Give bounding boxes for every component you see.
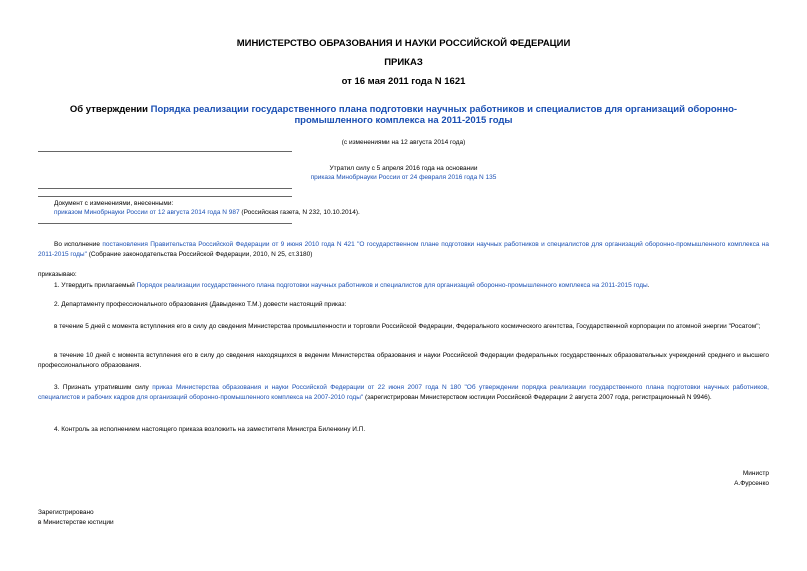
registration-block: [38, 508, 338, 527]
preamble-link[interactable]: постановления Правительства Российской Федерации от 9 июня 2010 года N 421 "О государственном плане подготовки научных работников и специалистов для организаций оборонно-промышленного комплекса на 2011-2015 годы": [38, 241, 769, 258]
ministry-heading: МИНИСТЕРСТВО ОБРАЗОВАНИЯ И НАУКИ РОССИЙСКОЙ ФЕДЕРАЦИИ: [236, 38, 571, 49]
registration-line-1: Зарегистрировано: [38, 509, 94, 516]
date-number: от 16 мая 2011 года N 1621: [341, 76, 466, 87]
signature-position: Министр: [742, 470, 769, 477]
item-2a: в течение 5 дней с момента вступления его в силу до сведения Министерства промышленности и торговли Российской Федерации, Федерального космического агентства, Государственной корпорации по атомной энергии "Росатом";: [54, 323, 761, 330]
item-3: [38, 383, 769, 403]
title-link[interactable]: Порядка реализации государственного плана подготовки научных работников и специалистов для организаций оборонно-промышленного комплекса на 2011-2015 годы: [150, 104, 738, 126]
item-1-prefix: 1. Утвердить прилагаемый: [54, 282, 137, 289]
title-prefix: Об утверждении: [69, 104, 151, 115]
divider: [38, 223, 292, 224]
order-word: приказываю:: [38, 271, 77, 278]
item-3-tail: (зарегистрирован Министерством юстиции Российской Федерации 2 августа 2007 года, регистрационный N 9946).: [363, 394, 712, 401]
changes-text: Документ с изменениями, внесенными:: [54, 200, 174, 207]
divider: [38, 196, 292, 197]
changes-tail: (Российская газета, N 232, 10.10.2014).: [239, 209, 360, 216]
signature-name: А.Фурсенко: [734, 480, 769, 487]
changes-note: [54, 199, 774, 217]
divider: [38, 151, 292, 152]
preamble-prefix: Во исполнение: [54, 241, 103, 248]
item-2b: в течение 10 дней с момента вступления его в силу до сведения находящихся в ведении Министерства образования и науки Российской Федерации федеральных государственных образовательных учреждений среднего и высшего профессионального образования.: [38, 352, 769, 369]
preamble-tail: (Собрание законодательства Российской Федерации, 2010, N 25, ст.3180): [86, 251, 313, 258]
item-1: [38, 281, 769, 291]
item-1-tail: .: [647, 282, 650, 289]
item-3-prefix: 3. Признать утратившим силу: [54, 384, 153, 391]
item-2: 2. Департаменту профессионального образования (Давыденко Т.М.) довести настоящий приказ:: [54, 301, 347, 308]
amend-note: (с изменениями на 12 августа 2014 года): [341, 139, 466, 146]
preamble: [38, 240, 769, 260]
item-1-link[interactable]: Порядок реализации государственного плана подготовки научных работников и специалистов для организаций оборонно-промышленного комплекса на 2011-2015 годы: [136, 282, 648, 289]
changes-link[interactable]: приказом Минобрнауки России от 12 августа 2014 года N 987: [54, 209, 240, 216]
document-title: [40, 104, 767, 126]
expiry-text: Утратил силу с 5 апреля 2016 года на основании: [329, 165, 478, 172]
registration-line-2: в Министерстве юстиции: [38, 519, 114, 526]
signature-block: [600, 469, 769, 488]
item-3-link[interactable]: приказ Министерства образования и науки Российской Федерации от 22 июня 2007 года N 180 "Об утверждении порядка реализации государственного плана подготовки научных работников, специалистов и рабочих кадров для организаций оборонно-промышленного комплекса на 2007-2010 годы": [38, 384, 769, 401]
expiry-link[interactable]: приказа Минобрнауки России от 24 февраля 2016 года N 135: [310, 174, 497, 181]
document-type: ПРИКАЗ: [384, 57, 423, 68]
expiry-note: [0, 164, 807, 182]
item-4: 4. Контроль за исполнением настоящего приказа возложить на заместителя Министра Биленкину И.П.: [54, 426, 366, 433]
divider: [38, 188, 292, 189]
